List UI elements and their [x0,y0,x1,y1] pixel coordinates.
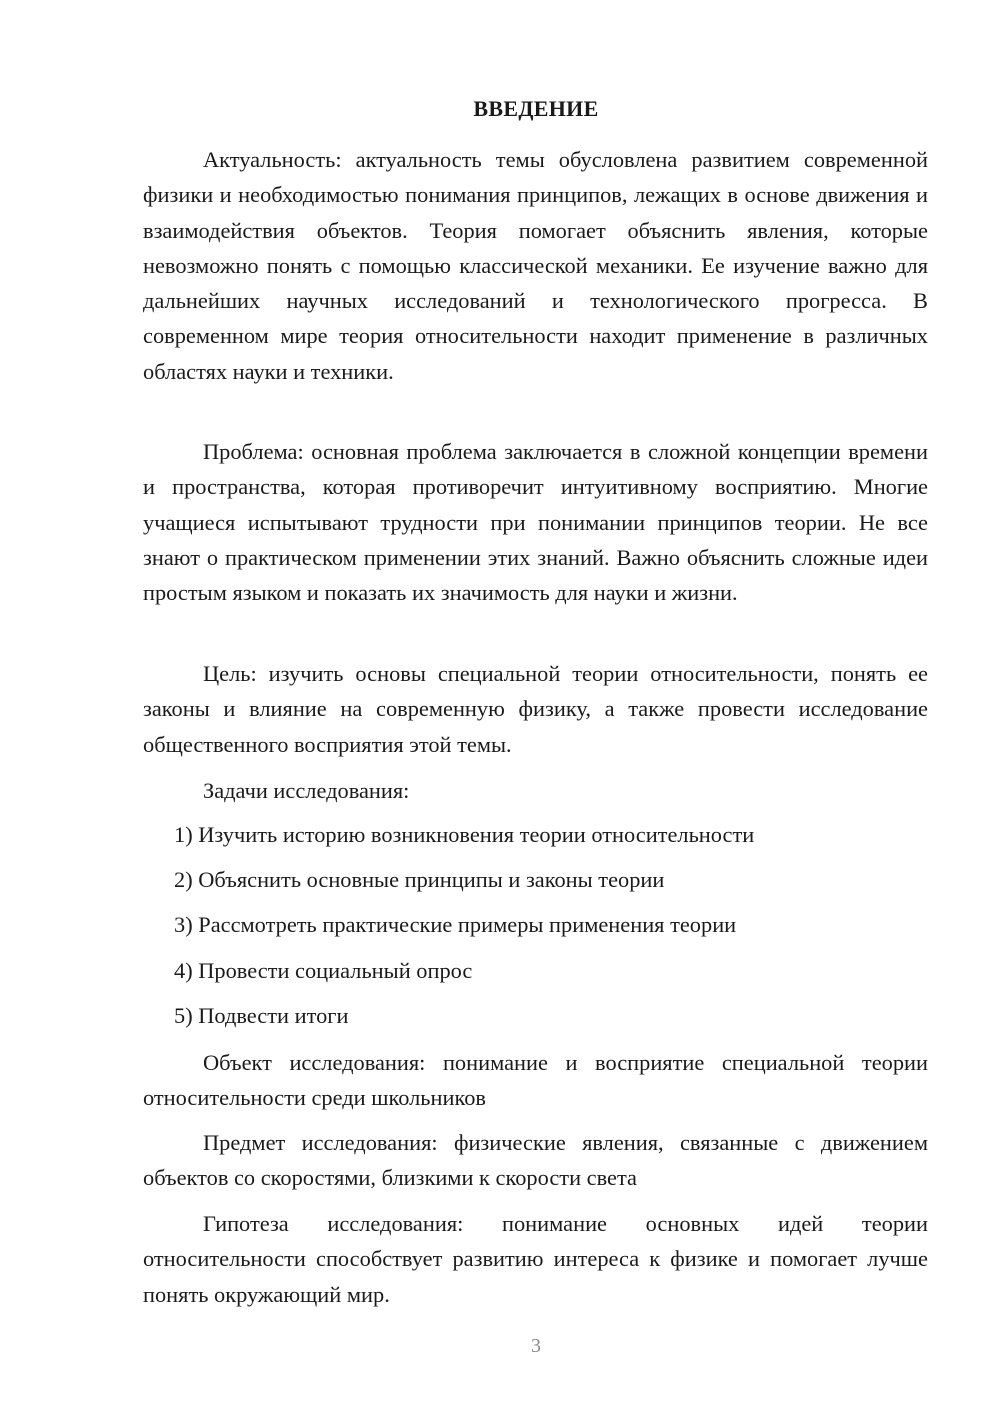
tasks-list [174,817,934,1043]
goal-text: Цель: изучить основы специальной теории относительности, понять ее законы и влияние на современную физику, а также провести исследование общественного восприятия этой темы. [143,661,928,757]
relevance-text: Актуальность: актуальность темы обусловлена развитием современной физики и необходимостью понимания принципов, лежащих в основе движения и взаимодействия объектов. Теория помогает объяснить явления, которые невозможно понять с помощью классической механики. Ее изучение важно для дальнейших научных исследований и технологического прогресса. В современном мире теория относительности находит применение в различных областях науки и техники. [143,147,928,384]
object-paragraph [143,1045,928,1116]
list-item: 4) Провести социальный опрос [174,957,473,983]
problem-text: Проблема: основная проблема заключается в сложной концепции времени и пространства, которая противоречит интуитивному восприятию. Многие учащиеся испытывают трудности при понимании принципов теории. Не все знают о практическом применении этих знаний. Важно объяснить сложные идеи простым языком и показать их значимость для науки и жизни. [143,439,928,606]
hypothesis-paragraph [143,1206,928,1312]
subject-text: Предмет исследования: физические явления, связанные с движением объектов со скоростями, близкими к скорости света [143,1130,928,1191]
tasks-heading-block [143,773,928,808]
hypothesis-text: Гипотеза исследования: понимание основных идей теории относительности способствует развитию интереса к физике и помогает лучше понять окружающий мир. [143,1211,928,1307]
goal-paragraph [143,656,928,762]
tasks-heading: Задачи исследования: [203,778,410,803]
object-text: Объект исследования: понимание и восприятие специальной теории относительности среди школьников [143,1050,928,1111]
list-item: 5) Подвести итоги [174,1002,349,1028]
subject-paragraph [143,1125,928,1196]
list-item: 1) Изучить историю возникновения теории относительности [174,822,755,847]
list-item: 2) Объяснить основные принципы и законы теории [174,867,665,893]
relevance-paragraph [143,142,928,389]
page-title: ВВЕДЕНИЕ [473,96,599,121]
problem-paragraph [143,434,928,610]
list-item: 3) Рассмотреть практические примеры применения теории [174,912,737,938]
page-number: 3 [531,1335,541,1357]
